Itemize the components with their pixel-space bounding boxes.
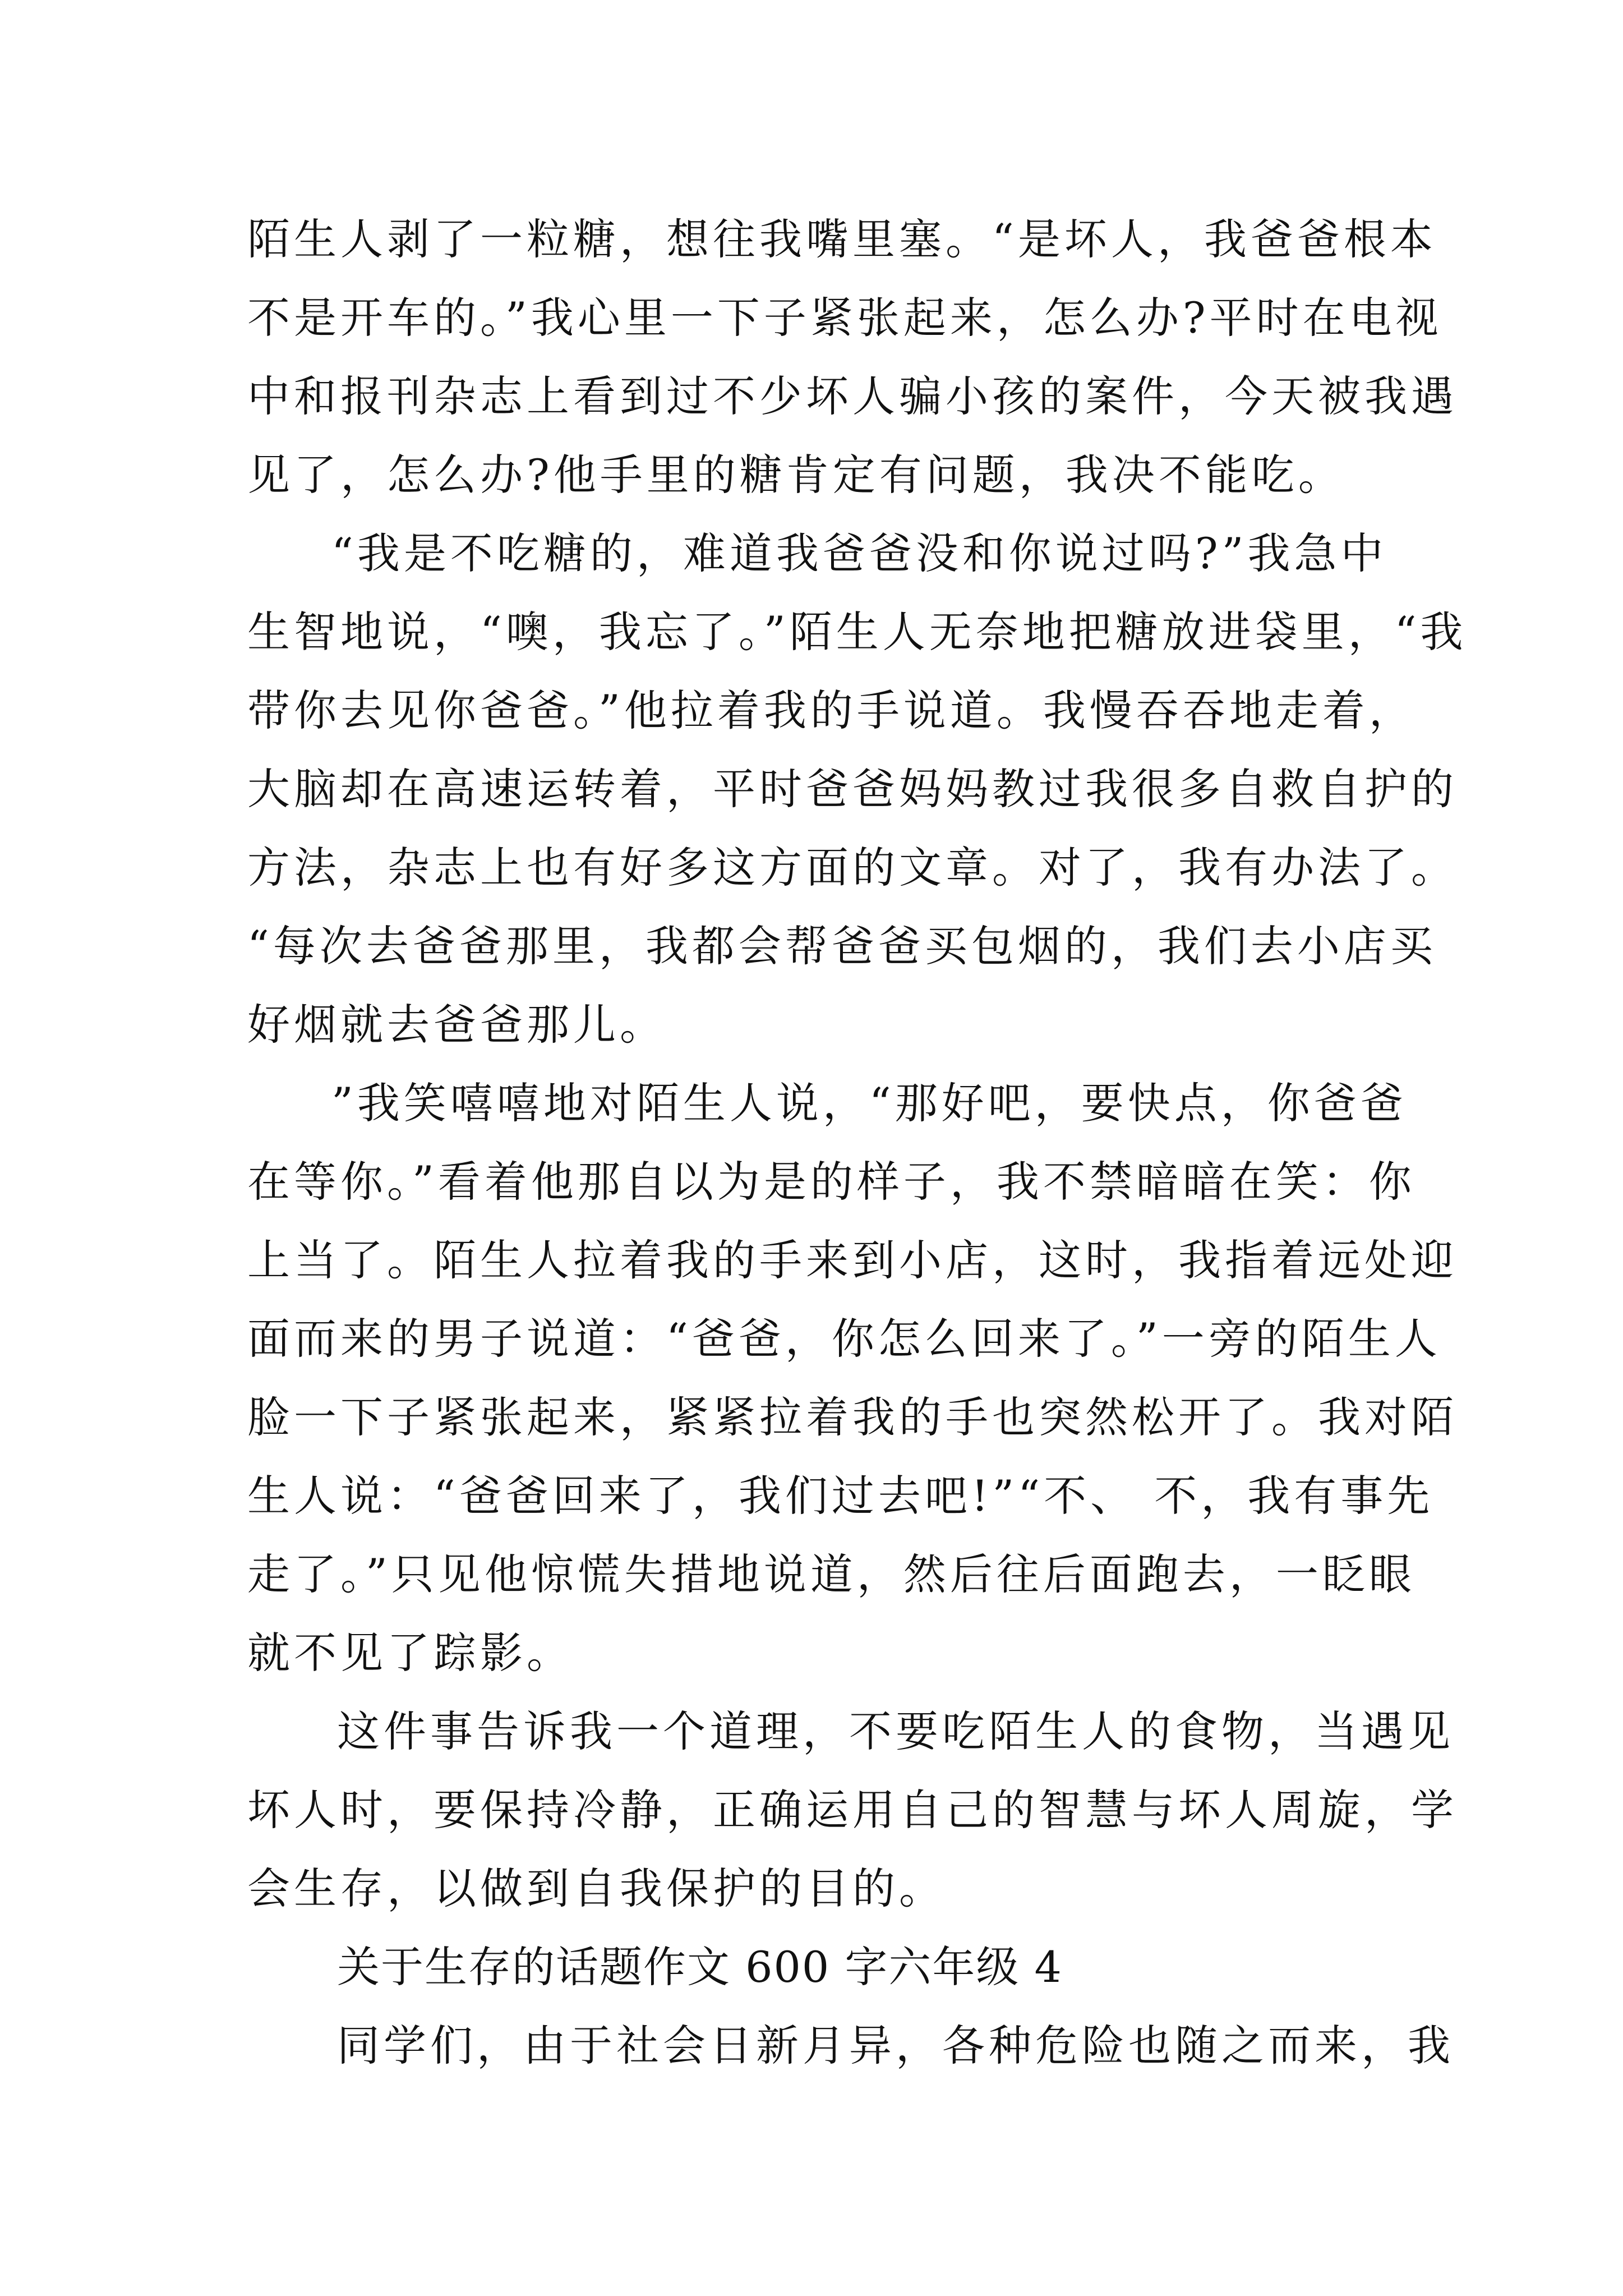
text-line: 中和报刊杂志上看到过不少坏人骗小孩的案件，今天被我遇	[247, 371, 1458, 421]
text-line: 上当了。陌生人拉着我的手来到小店，这时，我指着远处迎	[247, 1235, 1458, 1285]
paragraph-first-line: 这件事告诉我一个道理，不要吃陌生人的食物，当遇见	[337, 1706, 1454, 1756]
text-line: 陌生人剥了一粒糖，想往我嘴里塞。“是坏人，我爸爸根本	[247, 214, 1437, 264]
text-line: 好烟就去爸爸那儿。	[247, 1000, 666, 1050]
text-line: 带你去见你爸爸。”他拉着我的手说道。我慢吞吞地走着，	[247, 685, 1415, 735]
text-line: 大脑却在高速运转着，平时爸爸妈妈教过我很多自救自护的	[247, 764, 1458, 814]
paragraph-first-line: 同学们，由于社会日新月异，各种危险也随之而来，我	[337, 2021, 1454, 2070]
section-heading: 关于生存的话题作文 600 字六年级 4	[337, 1942, 1063, 1992]
text-line: 脸一下子紧张起来，紧紧拉着我的手也突然松开了。我对陌	[247, 1392, 1458, 1442]
text-line: 就不见了踪影。	[247, 1628, 573, 1678]
paragraph-first-line: “我是不吃糖的，难道我爸爸没和你说过吗?”我急中	[331, 528, 1387, 578]
text-line: “每次去爸爸那里，我都会帮爸爸买包烟的，我们去小店买	[247, 921, 1437, 971]
text-line: 会生存，以做到自我保护的目的。	[247, 1864, 946, 1913]
text-line: 坏人时，要保持冷静，正确运用自己的智慧与坏人周旋，学	[247, 1785, 1458, 1835]
text-line: 面而来的男子说道：“爸爸，你怎么回来了。”一旁的陌生人	[247, 1314, 1441, 1364]
paragraph-first-line: ”我笑嘻嘻地对陌生人说，“那好吧，要快点，你爸爸	[331, 1078, 1407, 1128]
text-line: 生智地说，“噢，我忘了。”陌生人无奈地把糖放进袋里，“我	[247, 607, 1467, 657]
text-line: 见了，怎么办?他手里的糖肯定有问题，我决不能吃。	[247, 450, 1345, 500]
text-line: 走了。”只见他惊慌失措地说道，然后往后面跑去，一眨眼	[247, 1549, 1415, 1599]
text-line: 在等你。”看着他那自以为是的样子，我不禁暗暗在笑：你	[247, 1157, 1415, 1207]
text-line: 生人说：“爸爸回来了，我们过去吧!”“不、 不，我有事先	[247, 1471, 1434, 1521]
text-line: 方法，杂志上也有好多这方面的文章。对了，我有办法了。	[247, 843, 1458, 892]
text-line: 不是开车的。”我心里一下子紧张起来，怎么办?平时在电视	[247, 293, 1442, 343]
